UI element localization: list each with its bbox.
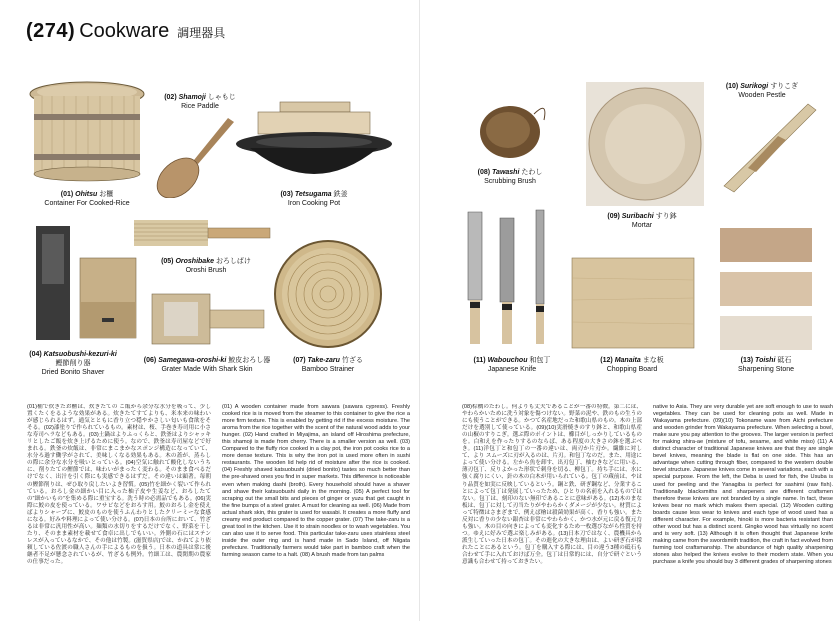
caption-tawashi: (08) Tawashi たわし Scrubbing Brush (477, 169, 543, 185)
body-text-jp-right: (08)棕櫚のたわし。何よりも丈夫であることが一番の特徴。第二には、やわらかいために洗う対象を傷つけない。野菜の泥や、鉄のもの生うのにも使うことができる。かつて名産地だった和歌山県のもの。木の上部だけを選別して使っている。(09)(10)実滑焼きのすり鉢と、和歌山県産の山椒のすりこぎ。選ぶ際のポイントは、櫛目がしっかりしているものを。白和えを作ったりするのならば、ある程度の大きさの鉢を選ぶべき。(11)洋包丁と和包丁の一番の違いは、両刃か片刃か。繊維に対して、より スムーズに刃が入るのは、片刃。和包丁なのだ。また、用途によって使い分ける。左から魚を卸す、出刃包丁、柚むきなどに用いる、薄刃包丁、反りよかった形状で刺身を切る、柳包丁。持ち手には、水に強く腐りにくい、針の木の白木が用いられている。包丁の蔵前は、やはり品質を如実に反映しているという。鋼と鉄、研ぎ鋼など、分業することによって包丁は発展していったため、ひとりの名前を入れるものではない。包丁は、刻印のない無印であることに意味がある。(12)木のまな板は、包丁に対して刃当たりがやわらかくダメージが少ない。材質によって特徴はさまざまで、例えば檜は殺菌効果が高く、香りも強い。また反対に香りの少ない銀杏は非常にやわらかく、かつ水が元に戻る復元力も強い。木の目の向きによっても変化するため一枚選びながら性質を持つ。ゆえに好みで選ぶ楽しみがある。(13)日本刀ではなく、農機具から派生していった日本の包丁。その進化の大きな理由は、よい研ぎ石が採れたことにあるという。包丁を購入する際には、目の違う3種の砥石も合わせて手に入れておけば万全。包丁は日常的には、自分で研ぐという意識も合わせて持っておきたい。 (462, 404, 642, 566)
caption-oroshibake: (05) Oroshibake おろしばけ Oroshi Brush (161, 258, 251, 274)
toishi-image (718, 228, 814, 350)
caption-wabouchou: (11) Wabouchou 和包丁 Japanese Knife (473, 357, 551, 373)
shamoji-image (150, 112, 238, 198)
page-title-en: Cookware (79, 20, 170, 42)
caption-manaita: (12) Manaita まな板 Chopping Board (600, 357, 664, 373)
wabouchou-image (460, 206, 556, 350)
caption-shamoji: (02) Shamoji しゃもじ Rice Paddle (164, 94, 236, 110)
page-title (26, 20, 225, 44)
suribachi-image (586, 82, 704, 206)
page-number: (274) (26, 20, 76, 42)
surikogi-image (716, 100, 820, 198)
tetsugama-image (234, 100, 394, 188)
katsuobushi-shaver-image (32, 224, 142, 344)
tawashi-image (474, 92, 554, 164)
samegawa-grater-image (148, 288, 266, 354)
caption-take-zaru: (07) Take-zaru 竹ざる Bamboo Strainer (293, 357, 363, 373)
page-gutter (419, 0, 420, 621)
body-text-en-left: (01) A wooden container made from sawara (sawara cypress). Freshly cooked rice is is moved from the steamer to this container to give the rice a more firm texture. This is enabled by getting rid if the excess moisture. The aroma from the rice together with the scent of the natural wood adds to your hunger. (02) Hand crafted in Miyajima, an island off Hiroshima prefecture, this shamoji is made from cherry. There is a smaller version as well. (03) Compared to the fluffy rice cooked in a clay pot, the iron pot cooks rice to a more dense texture. This is why the iron pot is used more often in sushi restaurants. The wooden lid help rid of moisture after the rice is cooked. (04) Freshly shaved katsuobushi (dried bonito) tastes so much better than the pre-shaved ones you find in super markets. This difference is noticeable even when making dashi (broth). Every household should have a shaver and shave their katsuobushi daily in the morning. (05) A perfect tool for scraping out the small bits and pieces of ginger or yuzu that get caught in the fine bumps of a steel grater. A must for cleaning as well. (06) Made from actual shark skin, this grater is used for wasabi. It creates a more fluffy and creamy end product compared to the copper grater. (07) The take-zaru is a great tool in the kitchen. Use it to strain noodles or to wash vegetables. You can also use it to serve food. This particular take-zaru uses stainless steel inside the outer ring and is hand made in Sado Island, off Niigata prefecture. Traditionally farmers would take part in bamboo craft when the farming season came to a halt. (08) A brush made from tan palms (222, 404, 410, 558)
body-text-jp-left: (01)桶で炊きたお櫃は、炊きたての ご飯から余分な水分を吸って、少し置くたくをるような効果がある。炊きたてすてよりも、米本来の味わいが感じられるはず。通気とともに香り立つ穏やかさしい匂いも食欲をそそる。(02)漆塗りで作られているもの。素材は、桜、手巻き寿司用に小さな寿司へラなどもある。(03)土鍋はよりふっくらと、鉄釜はよりシャッキリとしたご飯を炊き上げるために使う。なので、鉄釜は寿司屋などで好まれる。鉄釜の炊飯は、非常にまこまかなスポンジ構造になっていて、水分ろ過す働学がされて、美味しくなる効果もある。木の蓋が、蒸らしの際に余分な水分を吸いとっている。(04)空気に触れて酸化しないうちに、削りたての鰹節では、味わいがまったく変わる。そのまま食べるだけでなく、出汁を引く際にも実感できるはずだ。その違いは顕著。毎朝の鰹節削りは、ぜひ取り戻したいよき習慣。(05)竹を細かく裂いて作られている。おろし金の細かい目に入った柚子皮や生姜など、おろしたての“細かいもの”を集める際に重宝する。洗う時の必需品でもある。(06)実際に鮫の皮を使っている。ワサビなどをおろす用。鮫のおろし金を使えばよりシャープに、鮫皮のものを使うふんわりとしたクリーミーな食感になる。好みや料理によって使い分ける。(07)日本の台所において、竹ざるは非常に汎用性が高い。麺類の水切りをするだけでなく、野菜を干したり、そのまま素材を載せて食卓に出しでもいい。外側の石にはステンレスが入っているなかで、その他は竹製。(滋賀県店)では、かねてより依頼している佐渡の職人さんの手によるものを扱う。日本の道具は常に後継者不足が懸念されているが、竹ざるも例外。竹細工は、農閑期の農家の仕事だった。 (27, 404, 211, 566)
take-zaru-image (272, 238, 384, 350)
caption-tetsugama: (03) Tetsugama 鉄釜 Iron Cooking Pot (280, 191, 348, 207)
ohitsu-image (28, 78, 146, 182)
caption-suribachi: (09) Suribachi すり鉢 Mortar (607, 213, 677, 229)
manaita-image (570, 256, 696, 350)
caption-ohitsu: (01) Ohitsu お櫃 Container For Cooked-Rice (44, 191, 130, 207)
caption-katsuobushi-shaver: (04) Katsuobushi-kezuri-ki 鰹節削り器 Dried Bonito Shaver (29, 351, 117, 376)
page-title-jp: 調理器具 (177, 26, 226, 40)
caption-samegawa-grater: (06) Samegawa-oroshi-ki 鮫皮おろし器 Grater Made With Shark Skin (143, 357, 271, 373)
caption-toishi: (13) Toishi 砥石 Sharpening Stone (737, 357, 795, 373)
body-text-en-right: native to Asia. They are very durable yet are soft enough to use to wash vegetables. They can be used for cleaning pots as well. Made in Wakayama prefecture. (09)(10) Tokoname ware from Aichi prefecture and wooden grinder from Wakayama prefecture. When selecting a bowl, make sure you pay attention to the grooves. The larger version is perfect for making shira-ae (mixture of tofu, sesame, and white miso) (11) A distinct character of traditional Japanese knives are that they are single bevel knives, meaning the blade is flat on one side. This has an advantage when cutting through fiber, compared to the western double bevel structure. Japanese knives come in several variations, each with a special purpose. From the left, the Deba is used for fish, the Usuba is used for peeling and the Yanagiba is perfect for sashimi (raw fish). Traditionally blacksmiths and sharpeners are different craftsmen therefore these knives are not branded by a single name. In fact, these knives bear no mark which makes them special. (12) Wooden cutting boards cause less wear to knives and each type of wood used has a different character. For example, hinoki is more bacteria resistant than other wood but has a distinct scent. Gingko wood has virtually no scent and is very soft. (13) Although it is often thought that Japanese knife making came from the swordsmith tradition, the craft in fact evolved from farming tool craftsmanship. The abundance of high quality sharpening stones also helped the knives evolve to their modern state. When you purchase a knife you should buy 3 different grades of sharpening stones (653, 404, 833, 566)
oroshibake-image (132, 212, 272, 252)
caption-surikogi: (10) Surikogi すりこぎ Wooden Pestle (725, 83, 799, 99)
